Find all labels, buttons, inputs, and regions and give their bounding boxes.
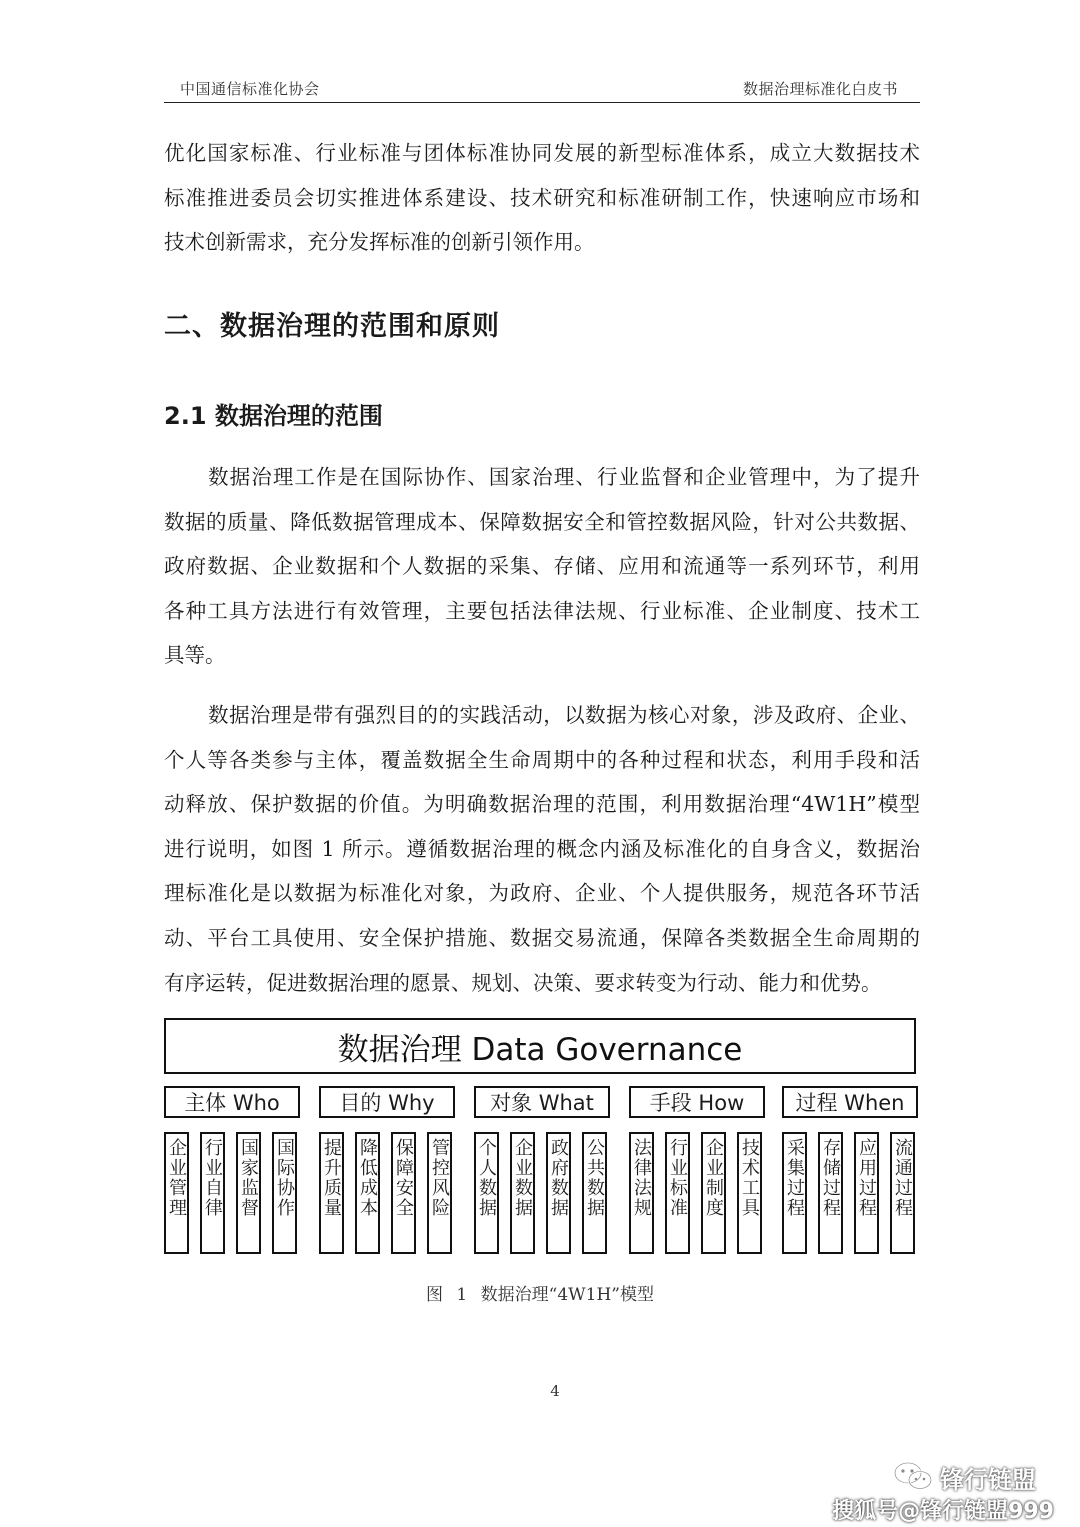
text-line: 具等。 <box>164 643 226 668</box>
item-label: 国家监督 <box>238 1138 259 1218</box>
item-box <box>164 1132 189 1254</box>
category-box: 手段 How <box>629 1086 765 1118</box>
item-label: 采集过程 <box>784 1138 805 1218</box>
page-number: 4 <box>550 1382 560 1400</box>
text-line: 动释放、保护数据的价值。为明确数据治理的范围，利用数据治理“4W1H”模型 <box>164 792 920 817</box>
page-header <box>164 76 920 103</box>
item-label: 降低成本 <box>357 1138 378 1218</box>
paragraph-1 <box>164 455 920 678</box>
wechat-logo-icon <box>892 1460 936 1492</box>
item-box <box>200 1132 225 1254</box>
item-box <box>818 1132 843 1254</box>
paragraph-2 <box>164 693 920 1005</box>
item-label: 行业自律 <box>202 1138 223 1218</box>
item-label: 技术工具 <box>739 1138 760 1218</box>
item-box <box>474 1132 499 1254</box>
intro-paragraph <box>164 131 920 265</box>
item-label: 应用过程 <box>856 1138 877 1218</box>
text-line: 标准推进委员会切实推进体系建设、技术研究和标准研制工作，快速响应市场和 <box>164 185 920 210</box>
item-label: 公共数据 <box>584 1138 605 1218</box>
item-box <box>701 1132 726 1254</box>
watermark-footer: 搜狐号@锋行链盟999 <box>832 1499 1054 1524</box>
item-box <box>782 1132 807 1254</box>
text-line: 政府数据、企业数据和个人数据的采集、存储、应用和流通等一系列环节，利用 <box>164 554 920 579</box>
item-box <box>854 1132 879 1254</box>
item-label: 存储过程 <box>820 1138 841 1218</box>
item-box <box>355 1132 380 1254</box>
text-line: 数据治理是带有强烈目的的实践活动，以数据为核心对象，涉及政府、企业、 <box>208 703 920 727</box>
text-line: 技术创新需求，充分发挥标准的创新引领作用。 <box>164 230 595 255</box>
watermark-account: 锋行链盟 <box>940 1466 1036 1494</box>
category-box: 主体 Who <box>164 1086 300 1118</box>
category-box: 过程 When <box>782 1086 918 1118</box>
governance-model-figure <box>164 1018 916 1258</box>
item-label: 国际协作 <box>274 1138 295 1218</box>
item-label: 个人数据 <box>476 1138 497 1218</box>
subsection-heading: 2.1 数据治理的范围 <box>164 402 383 430</box>
text-line: 数据治理工作是在国际协作、国家治理、行业监督和企业管理中，为了提升 <box>208 465 920 489</box>
item-box <box>582 1132 607 1254</box>
text-line: 优化国家标准、行业标准与团体标准协同发展的新型标准体系，成立大数据技术 <box>164 141 920 165</box>
text-line: 理标准化是以数据为标准化对象，为政府、企业、个人提供服务，规范各环节活 <box>164 881 920 906</box>
item-box <box>890 1132 915 1254</box>
item-label: 流通过程 <box>892 1138 913 1218</box>
item-box <box>391 1132 416 1254</box>
item-label: 企业制度 <box>703 1138 724 1218</box>
item-label: 政府数据 <box>548 1138 569 1218</box>
item-box <box>665 1132 690 1254</box>
item-label: 法律法规 <box>631 1138 652 1218</box>
text-line: 动、平台工具使用、安全保护措施、数据交易流通，保障各类数据全生命周期的 <box>164 925 920 950</box>
item-box <box>272 1132 297 1254</box>
item-label: 提升质量 <box>321 1138 342 1218</box>
header-doc-title: 数据治理标准化白皮书 <box>742 80 898 98</box>
section-heading: 二、数据治理的范围和原则 <box>164 311 500 342</box>
wechat-watermark <box>892 1460 1054 1492</box>
item-label: 企业数据 <box>512 1138 533 1218</box>
category-box: 对象 What <box>474 1086 610 1118</box>
text-line: 个人等各类参与主体，覆盖数据全生命周期中的各种过程和状态，利用手段和活 <box>164 747 920 772</box>
item-box <box>510 1132 535 1254</box>
header-org: 中国通信标准化协会 <box>180 80 320 98</box>
item-box <box>427 1132 452 1254</box>
text-line: 各种工具方法进行有效管理，主要包括法律法规、行业标准、企业制度、技术工 <box>164 598 920 623</box>
text-line: 进行说明，如图 1 所示。遵循数据治理的概念内涵及标准化的自身含义，数据治 <box>164 836 920 861</box>
item-box <box>737 1132 762 1254</box>
figure-title-box: 数据治理 Data Governance <box>164 1018 916 1074</box>
item-box <box>236 1132 261 1254</box>
item-box <box>546 1132 571 1254</box>
item-label: 保障安全 <box>393 1138 414 1218</box>
item-label: 管控风险 <box>429 1138 450 1218</box>
item-box <box>319 1132 344 1254</box>
text-line: 有序运转，促进数据治理的愿景、规划、决策、要求转变为行动、能力和优势。 <box>164 970 882 995</box>
text-line: 数据的质量、降低数据管理成本、保障数据安全和管控数据风险，针对公共数据、 <box>164 509 920 534</box>
item-box <box>629 1132 654 1254</box>
item-label: 行业标准 <box>667 1138 688 1218</box>
item-label: 企业管理 <box>166 1138 187 1218</box>
figure-caption: 图 1 数据治理“4W1H”模型 <box>426 1285 654 1305</box>
category-box: 目的 Why <box>319 1086 455 1118</box>
